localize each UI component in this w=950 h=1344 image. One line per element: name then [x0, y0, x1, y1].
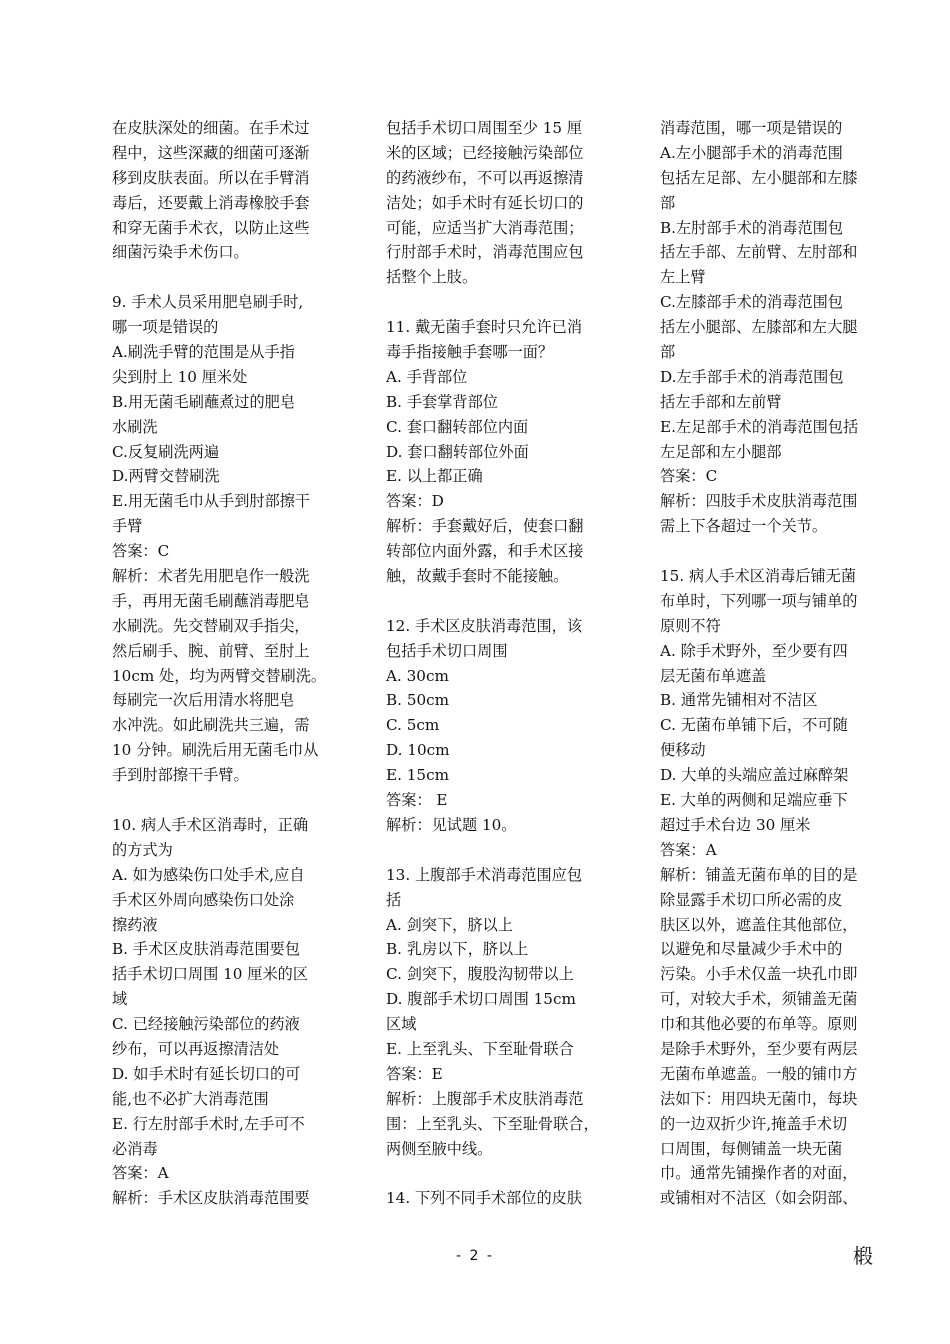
paragraph-gap — [660, 539, 878, 564]
text-line: 必消毒 — [112, 1139, 158, 1158]
text-line: 答案：C — [660, 467, 718, 486]
text-line: 是除手术野外，至少要有两层 — [660, 1039, 858, 1058]
text-column-1 — [112, 116, 330, 1211]
text-line: 行肘部手术时，消毒范围应包 — [386, 243, 584, 262]
text-line: 布单时，下列哪一项与铺单的 — [660, 591, 858, 610]
text-line: A. 剑突下，脐以上 — [386, 915, 513, 934]
text-line: 手术区外周向感染伤口处涂 — [112, 890, 295, 909]
text-line: 包括手术切口周围 — [386, 641, 508, 660]
text-line: 在皮肤深处的细菌。在手术过 — [112, 119, 310, 137]
text-line: 尖到肘上 10 厘米处 — [112, 367, 248, 386]
text-line: 污染。小手术仅盖一块孔巾即 — [660, 965, 858, 984]
text-column-3 — [660, 116, 878, 1211]
text-line: A. 30cm — [386, 666, 449, 685]
text-line: 左上臂 — [660, 268, 706, 287]
paragraph-gap — [112, 788, 330, 813]
text-line: E. 以上都正确 — [386, 467, 483, 486]
text-line: 每刷完一次后用清水将肥皂 — [112, 691, 295, 710]
text-line: D.两臂交替刷洗 — [112, 467, 220, 486]
text-line: 答案：C — [112, 542, 170, 561]
text-line: 包括左足部、左小腿部和左膝 — [660, 168, 858, 187]
text-line: 除显露手术切口所必需的皮 — [660, 890, 843, 909]
text-line: D. 如手术时有延长切口的可 — [112, 1064, 301, 1083]
text-line: 9. 手术人员采用肥皂刷手时, — [112, 293, 304, 312]
text-line: B. 乳房以下，脐以上 — [386, 940, 529, 959]
text-line: 程中，这些深藏的细菌可逐渐 — [112, 143, 310, 162]
corner-mark: 椴 — [853, 1244, 873, 1268]
text-line: 两侧至腋中线。 — [386, 1139, 493, 1158]
text-line: 围：上至乳头、下至耻骨联合， — [386, 1114, 599, 1133]
paragraph-gap — [386, 838, 604, 863]
text-line: 的药液纱布，不可以再返擦清 — [386, 168, 584, 187]
text-line: A. 手背部位 — [386, 367, 468, 386]
text-line: 需上下各超过一个关节。 — [660, 517, 828, 536]
text-line: 部 — [660, 343, 676, 362]
text-line: 毒后，还要戴上消毒橡胶手套 — [112, 193, 310, 212]
text-line: C. 5cm — [386, 716, 440, 735]
text-line: 细菌污染手术伤口。 — [112, 243, 249, 262]
text-line: C.反复刷洗两遍 — [112, 442, 220, 461]
text-line: 答案：D — [386, 492, 444, 511]
text-line: C. 已经接触污染部位的药液 — [112, 1015, 300, 1034]
paragraph-gap — [386, 589, 604, 614]
text-line: 可能，应适当扩大消毒范围； — [386, 218, 584, 237]
text-line: 区域 — [386, 1015, 417, 1034]
text-line: D. 10cm — [386, 741, 450, 760]
text-line: 的方式为 — [112, 840, 173, 859]
text-line: B. 通常先铺相对不洁区 — [660, 691, 818, 710]
text-line: 括整个上肢。 — [386, 268, 478, 287]
text-line: 擦药液 — [112, 915, 158, 934]
text-line: 水冲洗。如此刷洗共三遍，需 — [112, 716, 310, 735]
text-line: 能,也不必扩大消毒范围 — [112, 1089, 269, 1108]
text-line: 便移动 — [660, 741, 706, 760]
text-line: 以避免和尽量减少手术中的 — [660, 940, 843, 959]
text-line: 手臂 — [112, 517, 143, 536]
text-line: 或铺相对不洁区（如会阴部、 — [660, 1189, 858, 1208]
text-line: 答案：E — [386, 1064, 443, 1083]
text-line: E. 大单的两侧和足端应垂下 — [660, 791, 848, 810]
text-line: 域 — [112, 990, 128, 1009]
text-line: 括左手部和左前臂 — [660, 392, 782, 411]
text-line: 14. 下列不同手术部位的皮肤 — [386, 1189, 583, 1208]
text-line: C. 剑突下，腹股沟韧带以上 — [386, 965, 574, 984]
text-line: B.用无菌毛刷蘸煮过的肥皂 — [112, 392, 296, 411]
text-line: B.左肘部手术的消毒范围包 — [660, 218, 844, 237]
paragraph-gap — [386, 1161, 604, 1186]
text-line: 13. 上腹部手术消毒范围应包 — [386, 865, 583, 884]
text-line: A. 除手术野外，至少要有四 — [660, 641, 848, 660]
text-line: 纱布，可以再返擦清洁处 — [112, 1039, 280, 1058]
text-line: 消毒范围，哪一项是错误的 — [660, 119, 843, 137]
text-line: 无菌布单遮盖。一般的铺巾方 — [660, 1064, 858, 1083]
text-line: D.左手部手术的消毒范围包 — [660, 367, 844, 386]
text-line: 超过手术台边 30 厘米 — [660, 815, 811, 834]
text-line: 肤区以外，遮盖住其他部位， — [660, 915, 858, 934]
text-line: 10. 病人手术区消毒时，正确 — [112, 815, 309, 834]
text-line: 解析：术者先用肥皂作一般洗 — [112, 567, 310, 586]
text-line: C.左膝部手术的消毒范围包 — [660, 293, 843, 312]
text-line: 层无菌布单遮盖 — [660, 666, 767, 685]
text-line: B. 手套掌背部位 — [386, 392, 498, 411]
text-line: B. 50cm — [386, 691, 450, 710]
text-line: D. 腹部手术切口周围 15cm — [386, 990, 576, 1009]
text-line: A.刷洗手臂的范围是从手指 — [112, 343, 295, 362]
text-line: 括手术切口周围 10 厘米的区 — [112, 965, 309, 984]
text-line: 部 — [660, 193, 676, 212]
text-line: 可，对较大手术，须铺盖无菌 — [660, 990, 858, 1009]
text-line: 和穿无菌手术衣，以防止这些 — [112, 218, 310, 237]
text-line: E. 行左肘部手术时,左手可不 — [112, 1114, 305, 1133]
text-line: D. 套口翻转部位外面 — [386, 442, 529, 461]
text-line: 哪一项是错误的 — [112, 318, 219, 337]
text-line: E.用无菌毛巾从手到肘部擦干 — [112, 492, 311, 511]
text-line: 括左手部、左前臂、左肘部和 — [660, 243, 858, 262]
text-line: A.左小腿部手术的消毒范围 — [660, 143, 843, 162]
text-line: B. 手术区皮肤消毒范围要包 — [112, 940, 300, 959]
text-line: 手到肘部擦干手臂。 — [112, 766, 249, 785]
paragraph-gap — [386, 290, 604, 315]
text-line: 洁处；如手术时有延长切口的 — [386, 193, 584, 212]
text-column-2 — [386, 116, 604, 1211]
text-line: 括左小腿部、左膝部和左大腿 — [660, 318, 858, 337]
text-line: 解析：上腹部手术皮肤消毒范 — [386, 1089, 584, 1108]
text-line: 水刷洗。先交替刷双手指尖， — [112, 616, 310, 635]
text-line: 转部位内面外露，和手术区接 — [386, 542, 584, 561]
text-line: 毒手指接触手套哪一面？ — [386, 343, 554, 362]
text-line: 巾和其他必要的布单等。原则 — [660, 1015, 858, 1034]
text-line: 口周围，每侧铺盖一块无菌 — [660, 1139, 843, 1158]
text-line: 答案：A — [112, 1164, 169, 1183]
text-line: 移到皮肤表面。所以在手臂消 — [112, 168, 310, 187]
text-line: 解析：见试题 10。 — [386, 815, 517, 834]
text-line: 法如下：用四块无菌巾，每块 — [660, 1089, 858, 1108]
text-line: 10 分钟。刷洗后用无菌毛巾从 — [112, 741, 319, 760]
text-line: D. 大单的头端应盖过麻醉架 — [660, 766, 849, 785]
text-line: E. 15cm — [386, 766, 449, 785]
text-line: 水刷洗 — [112, 417, 158, 436]
text-line: 然后刷手、腕、前臂、至肘上 — [112, 641, 310, 660]
text-line: 解析：四肢手术皮肤消毒范围 — [660, 492, 858, 511]
text-line: 解析：手套戴好后，使套口翻 — [386, 517, 584, 536]
text-line: 解析：手术区皮肤消毒范围要 — [112, 1189, 310, 1208]
text-line: 解析：铺盖无菌布单的目的是 — [660, 865, 858, 884]
text-line: 10cm 处，均为两臂交替刷洗。 — [112, 666, 327, 685]
text-line: E. 上至乳头、下至耻骨联合 — [386, 1039, 574, 1058]
text-line: C. 无菌布单铺下后，不可随 — [660, 716, 848, 735]
text-line: 的一边双折少许,掩盖手术切 — [660, 1114, 848, 1133]
text-line: 答案：A — [660, 840, 717, 859]
text-line: 括 — [386, 890, 402, 909]
text-line: E.左足部手术的消毒范围包括 — [660, 417, 859, 436]
paragraph-gap — [112, 265, 330, 290]
text-line: 左足部和左小腿部 — [660, 442, 782, 461]
text-line: 米的区域；已经接触污染部位 — [386, 143, 584, 162]
text-line: 包括手术切口周围至少 15 厘 — [386, 119, 583, 137]
text-line: 手，再用无菌毛刷蘸消毒肥皂 — [112, 591, 310, 610]
text-line: 15. 病人手术区消毒后铺无菌 — [660, 567, 857, 586]
text-line: 原则不符 — [660, 616, 721, 635]
text-line: A. 如为感染伤口处手术,应自 — [112, 865, 305, 884]
text-line: 12. 手术区皮肤消毒范围，该 — [386, 616, 583, 635]
page-number: - 2 - — [456, 1248, 494, 1264]
text-line: 11. 戴无菌手套时只允许已消 — [386, 318, 583, 337]
text-line: C. 套口翻转部位内面 — [386, 417, 529, 436]
text-line: 答案： E — [386, 791, 448, 810]
text-line: 触，故戴手套时不能接触。 — [386, 567, 569, 586]
text-line: 巾。通常先铺操作者的对面， — [660, 1164, 858, 1183]
